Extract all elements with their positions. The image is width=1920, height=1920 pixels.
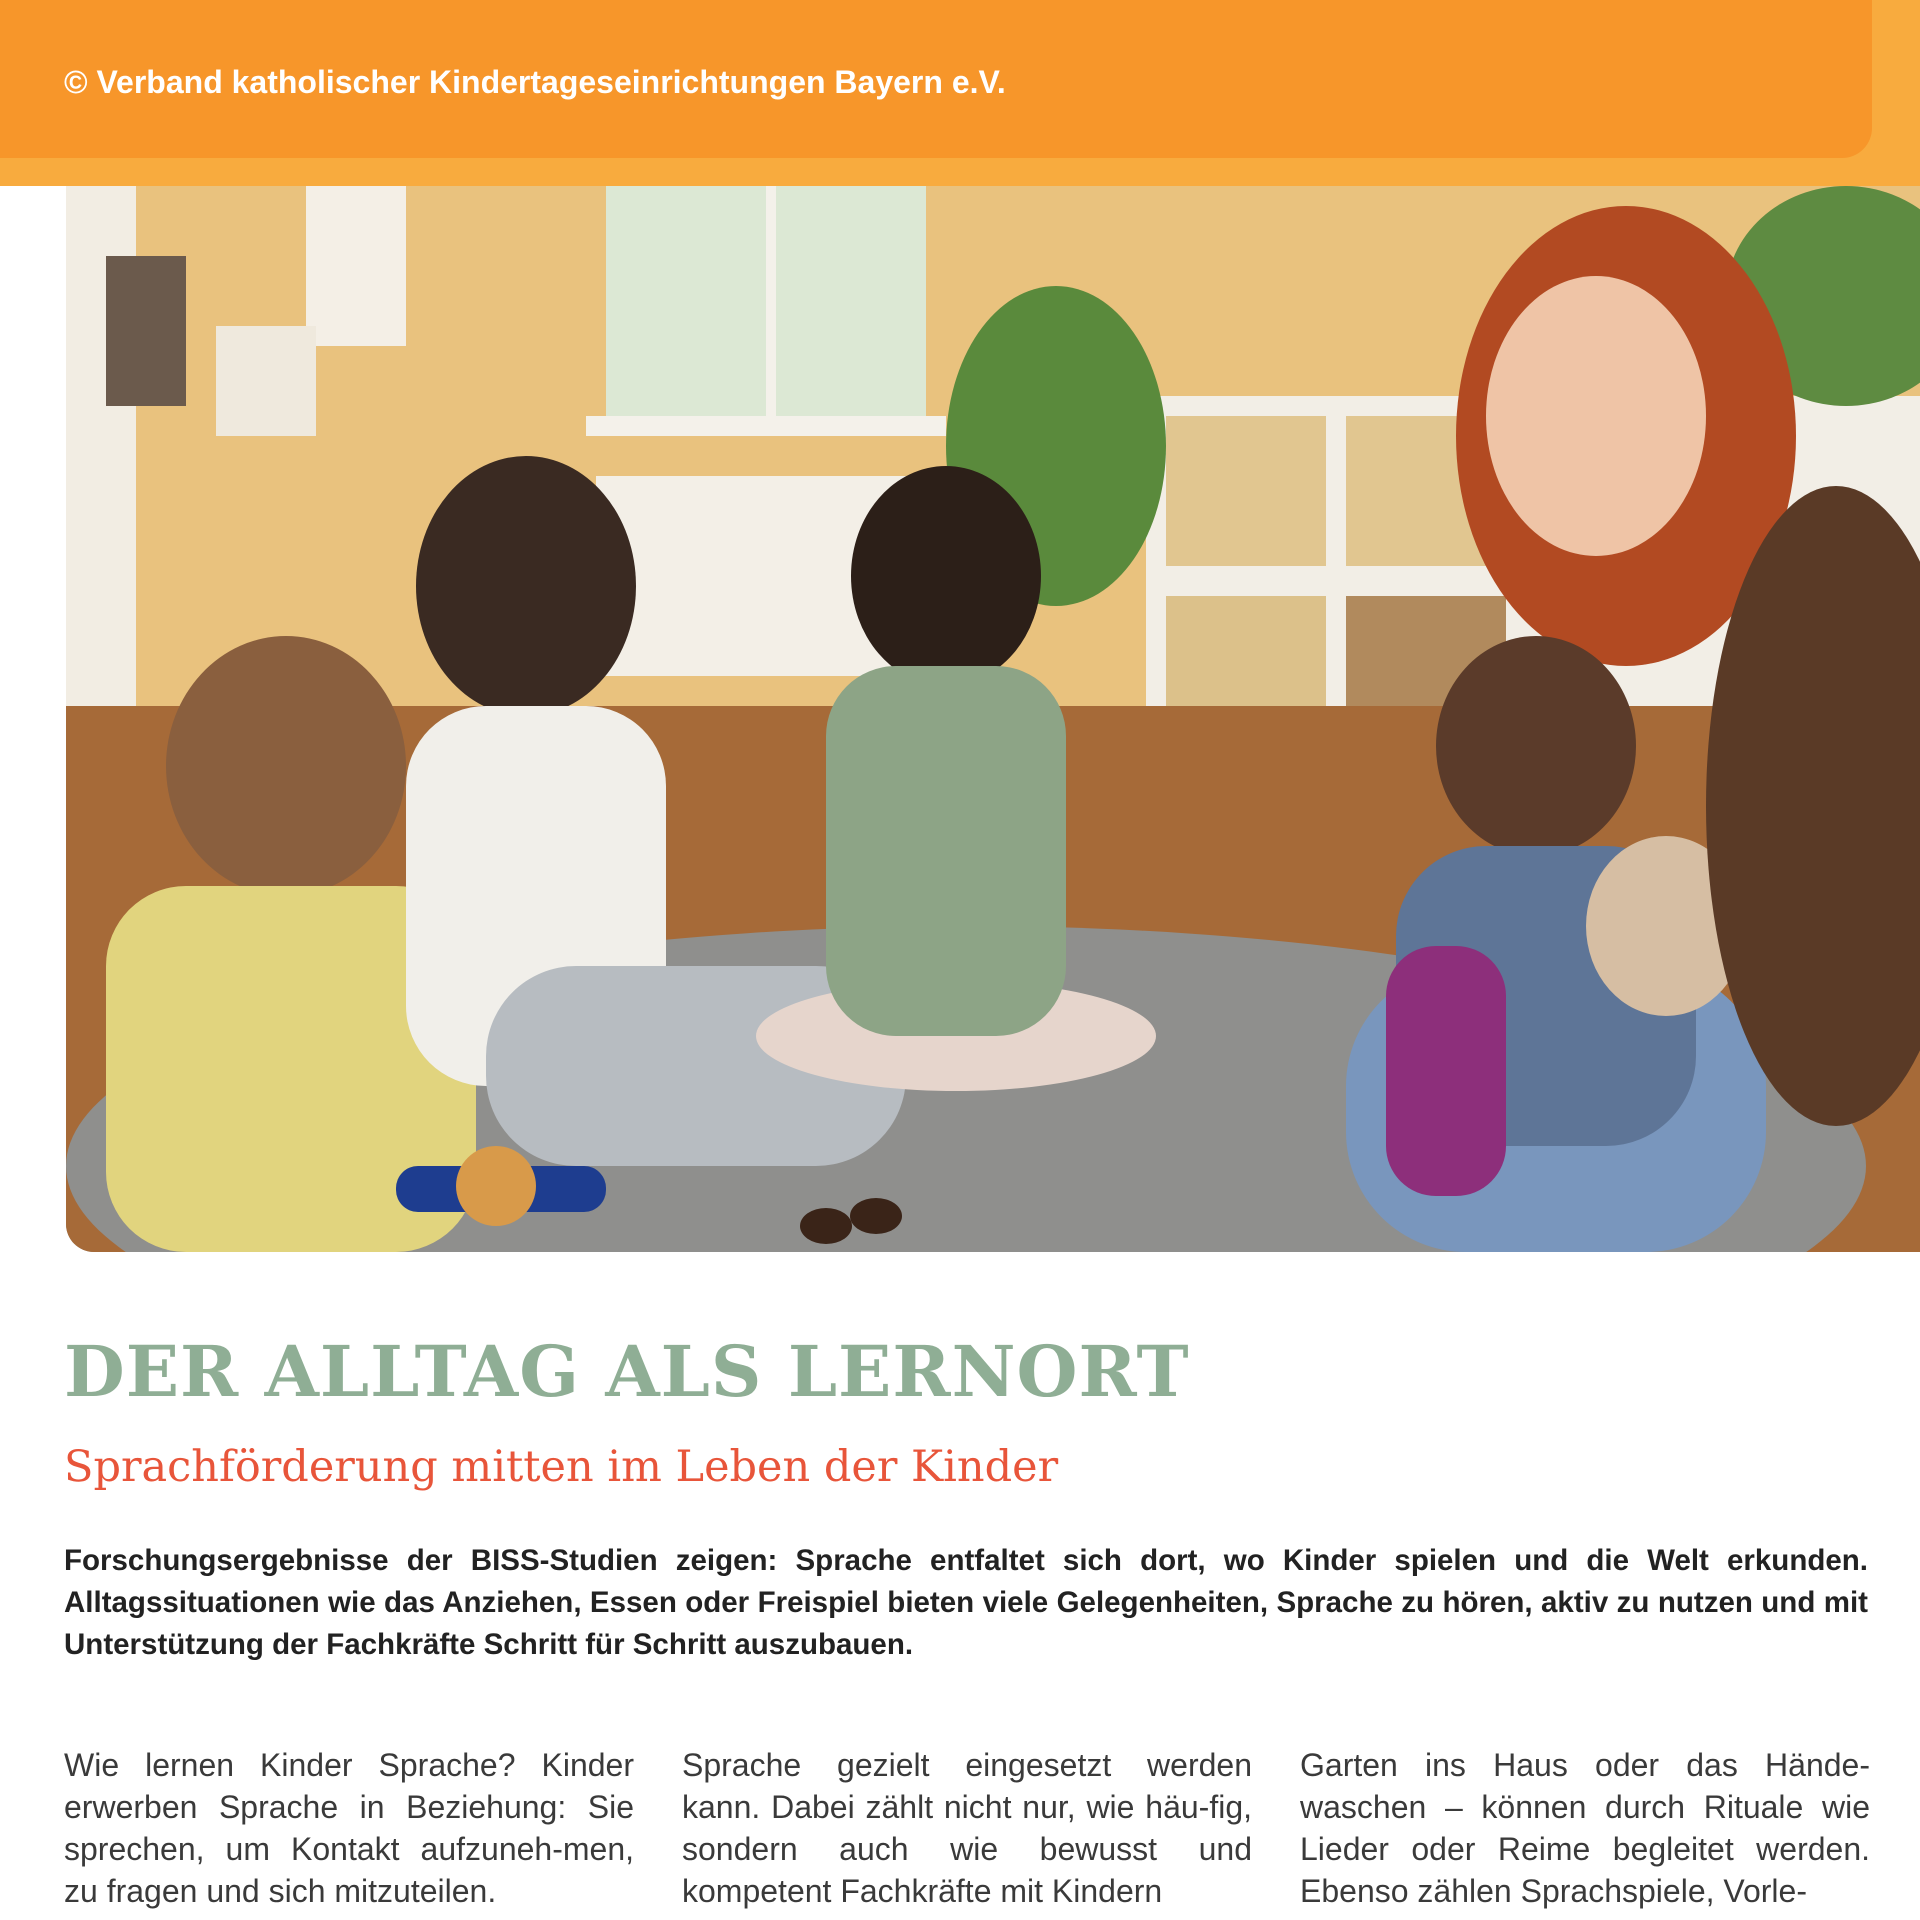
body-column-1: Wie lernen Kinder Sprache? Kinder erwerben Sprache in Beziehung: Sie sprechen, um Kontakt aufzuneh-men, zu fragen und sich mitzuteilen. — [64, 1747, 634, 1909]
copyright-notice: © Verband katholischer Kindertageseinrichtungen Bayern e.V. — [64, 64, 1006, 100]
article-title: DER ALLTAG ALS LERNORT — [64, 1330, 1190, 1413]
article-lead-paragraph: Forschungsergebnisse der BISS-Studien zeigen: Sprache entfaltet sich dort, wo Kinder spielen und die Welt erkunden. Alltagssituationen wie das Anziehen, Essen oder Freispiel bieten viele Gelegenheiten, Sprache zu hören, aktiv zu nutzen und mit Unterstützung der Fachkräfte Schritt für Schritt auszubauen. — [64, 1544, 1868, 1661]
hero-photo-kindergarten-circle — [66, 186, 1920, 1252]
article-subtitle: Sprachförderung mitten im Leben der Kinder — [64, 1442, 1059, 1492]
body-column-3: Garten ins Haus oder das Hände-waschen – können durch Rituale wie Lieder oder Reime begleitet werden. Ebenso zählen Sprachspiele, Vorle- — [1300, 1747, 1870, 1909]
body-column-2: Sprache gezielt eingesetzt werden kann. Dabei zählt nicht nur, wie häu-fig, sondern auch wie bewusst und kompetent Fachkräfte mit Kindern — [682, 1747, 1252, 1909]
header-bar — [0, 0, 1872, 158]
